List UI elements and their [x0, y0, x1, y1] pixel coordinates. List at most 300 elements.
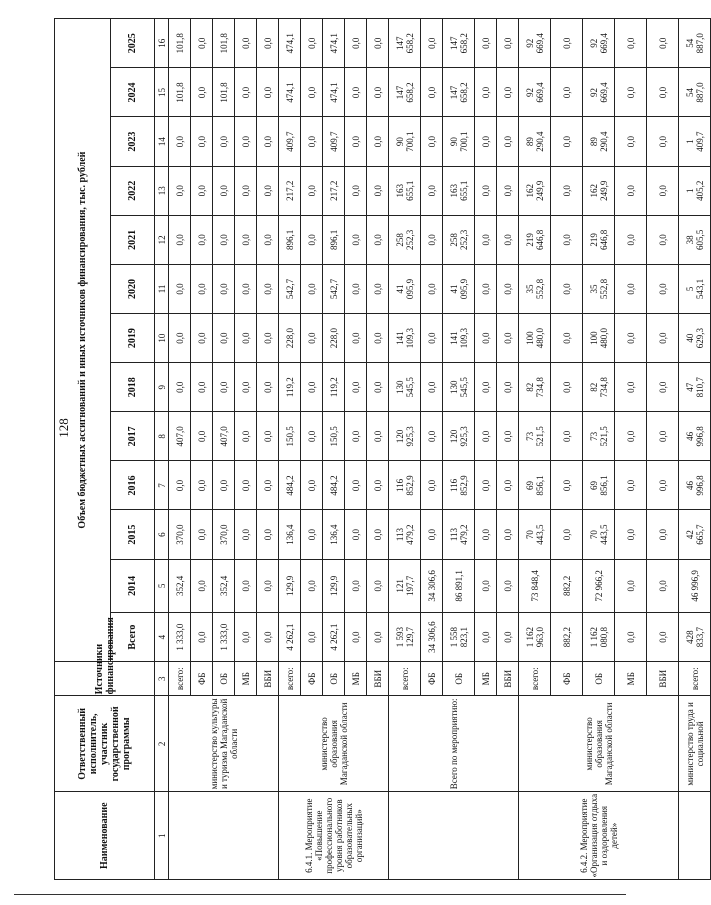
year-value-cell: 0,0 [475, 461, 497, 510]
year-value-cell: 147 658,2 [443, 68, 475, 117]
year-value-cell: 0,0 [191, 166, 213, 215]
year-value-cell: 130 545,5 [389, 363, 421, 412]
header-total: Всего [111, 613, 155, 662]
funding-source: ВБИ [647, 662, 679, 696]
column-index: 11 [155, 264, 169, 313]
year-value-cell: 0,0 [345, 166, 367, 215]
year-value-cell: 0,0 [475, 117, 497, 166]
year-value-cell: 0,0 [301, 68, 323, 117]
funding-source: МБ [345, 662, 367, 696]
year-value-cell: 101,8 [169, 68, 191, 117]
funding-source: ВБИ [497, 662, 519, 696]
year-value-cell: 0,0 [421, 363, 443, 412]
year-value-cell: 73 521,5 [519, 412, 551, 461]
year-value-cell: 0,0 [257, 215, 279, 264]
year-value-cell: 407,0 [169, 412, 191, 461]
year-value-cell: 409,7 [279, 117, 301, 166]
year-value-cell: 217,2 [279, 166, 301, 215]
funding-source: ФБ [421, 662, 443, 696]
year-value-cell: 54 887,0 [679, 68, 711, 117]
funding-source: ВБИ [257, 662, 279, 696]
year-value-cell: 0,0 [301, 461, 323, 510]
column-index: 5 [155, 559, 169, 612]
measure-name [169, 792, 279, 880]
rotated-table-container [54, 18, 705, 880]
year-value-cell: 0,0 [213, 314, 235, 363]
year-value-cell: 120 925,3 [443, 412, 475, 461]
year-value-cell: 0,0 [257, 117, 279, 166]
year-value-cell: 0,0 [235, 166, 257, 215]
year-value-cell: 0,0 [647, 510, 679, 559]
year-value-cell: 0,0 [647, 314, 679, 363]
header-year: 2019 [111, 314, 155, 363]
year-value-cell: 119,2 [323, 363, 345, 412]
measure-name: 6.4.2. Мероприятие «Организация отдыха и оздоровления детей» [519, 792, 679, 880]
year-value-cell: 130 545,5 [443, 363, 475, 412]
column-index: 16 [155, 19, 169, 68]
year-value-cell: 0,0 [551, 215, 583, 264]
year-value-cell: 0,0 [475, 19, 497, 68]
year-value-cell: 0,0 [421, 117, 443, 166]
year-value-cell: 0,0 [301, 264, 323, 313]
page-number: 128 [56, 418, 71, 438]
header-year: 2025 [111, 19, 155, 68]
column-index: 1 [155, 792, 169, 880]
header-volume: Объем бюджетных ассигнований и иных источников финансирования, тыс. рублей [55, 19, 111, 662]
column-index: 8 [155, 412, 169, 461]
year-value-cell: 0,0 [213, 166, 235, 215]
year-value-cell: 0,0 [421, 166, 443, 215]
header-year: 2022 [111, 166, 155, 215]
year-value-cell: 0,0 [191, 559, 213, 612]
column-index: 9 [155, 363, 169, 412]
year-value-cell: 147 658,2 [389, 68, 421, 117]
year-value-cell: 258 252,3 [443, 215, 475, 264]
table-row [679, 19, 711, 880]
year-value-cell: 0,0 [497, 412, 519, 461]
funding-source: ОБ [583, 662, 615, 696]
table-row [389, 19, 421, 880]
year-value-cell: 0,0 [345, 510, 367, 559]
year-value-cell: 0,0 [257, 314, 279, 363]
year-value-cell: 0,0 [421, 215, 443, 264]
year-value-cell: 0,0 [213, 264, 235, 313]
year-value-cell: 1 405,2 [679, 166, 711, 215]
year-value-cell: 0,0 [615, 314, 647, 363]
year-value-cell: 474,1 [323, 68, 345, 117]
year-value-cell: 0,0 [213, 363, 235, 412]
measure-name: 6.4.1. Мероприятие «Повышение профессионального уровня работников образовательных организаций» [279, 792, 389, 880]
year-value-cell: 86 891,1 [443, 559, 475, 612]
year-value-cell: 147 658,2 [389, 19, 421, 68]
year-value-cell: 0,0 [615, 510, 647, 559]
year-value-cell: 0,0 [345, 559, 367, 612]
year-value-cell: 0,0 [475, 559, 497, 612]
year-value-cell: 0,0 [301, 117, 323, 166]
year-value-cell: 119,2 [279, 363, 301, 412]
total-cell: 1 333,0 [213, 613, 235, 662]
year-value-cell: 0,0 [551, 363, 583, 412]
year-value-cell: 73 521,5 [583, 412, 615, 461]
year-value-cell: 0,0 [475, 215, 497, 264]
year-value-cell: 136,4 [323, 510, 345, 559]
year-value-cell: 370,0 [169, 510, 191, 559]
executor-name: министерство культуры и туризма Магаданской области [169, 696, 279, 792]
year-value-cell: 0,0 [367, 559, 389, 612]
column-index: 6 [155, 510, 169, 559]
header-year: 2021 [111, 215, 155, 264]
year-value-cell: 0,0 [345, 461, 367, 510]
year-value-cell: 0,0 [647, 363, 679, 412]
header-year: 2016 [111, 461, 155, 510]
year-value-cell: 0,0 [367, 363, 389, 412]
year-value-cell: 0,0 [615, 19, 647, 68]
year-value-cell: 0,0 [421, 412, 443, 461]
year-value-cell: 0,0 [421, 314, 443, 363]
year-value-cell: 100 480,0 [583, 314, 615, 363]
year-value-cell: 0,0 [235, 264, 257, 313]
year-value-cell: 0,0 [497, 314, 519, 363]
funding-source: всего: [519, 662, 551, 696]
year-value-cell: 70 443,5 [583, 510, 615, 559]
year-value-cell: 101,8 [169, 19, 191, 68]
year-value-cell: 0,0 [367, 461, 389, 510]
year-value-cell: 228,0 [323, 314, 345, 363]
total-cell: 428 833,7 [679, 613, 711, 662]
header-source: Источники финансирования [55, 662, 155, 696]
year-value-cell: 82 734,8 [519, 363, 551, 412]
column-index: 4 [155, 613, 169, 662]
year-value-cell: 0,0 [191, 117, 213, 166]
total-cell: 4 262,1 [279, 613, 301, 662]
year-value-cell: 0,0 [191, 510, 213, 559]
year-value-cell: 0,0 [551, 68, 583, 117]
year-value-cell: 0,0 [235, 68, 257, 117]
column-index: 14 [155, 117, 169, 166]
executor-name: министерство труда и социальной [679, 696, 711, 792]
year-value-cell: 0,0 [551, 264, 583, 313]
total-cell: 0,0 [235, 613, 257, 662]
year-value-cell: 82 734,8 [583, 363, 615, 412]
year-value-cell: 0,0 [475, 166, 497, 215]
year-value-cell: 0,0 [191, 68, 213, 117]
total-cell: 1 593 129,7 [389, 613, 421, 662]
year-value-cell: 0,0 [615, 412, 647, 461]
year-value-cell: 163 655,1 [443, 166, 475, 215]
year-value-cell: 92 669,4 [583, 19, 615, 68]
year-value-cell: 116 852,9 [389, 461, 421, 510]
year-value-cell: 0,0 [301, 559, 323, 612]
header-year: 2017 [111, 412, 155, 461]
year-value-cell: 92 669,4 [519, 68, 551, 117]
year-value-cell: 40 629,3 [679, 314, 711, 363]
year-value-cell: 474,1 [279, 68, 301, 117]
total-cell: 0,0 [257, 613, 279, 662]
year-value-cell: 0,0 [301, 510, 323, 559]
funding-source: всего: [679, 662, 711, 696]
table-row [279, 19, 301, 880]
year-value-cell: 0,0 [345, 68, 367, 117]
year-value-cell: 0,0 [367, 68, 389, 117]
year-value-cell: 0,0 [497, 166, 519, 215]
year-value-cell: 0,0 [191, 314, 213, 363]
year-value-cell: 542,7 [279, 264, 301, 313]
funding-source: всего: [169, 662, 191, 696]
year-value-cell: 0,0 [257, 166, 279, 215]
year-value-cell: 0,0 [551, 19, 583, 68]
measure-name [389, 792, 519, 880]
executor-name: министерство образования Магаданской области [279, 696, 389, 792]
year-value-cell: 0,0 [497, 68, 519, 117]
year-value-cell: 0,0 [345, 363, 367, 412]
year-value-cell: 352,4 [169, 559, 191, 612]
total-cell: 4 262,1 [323, 613, 345, 662]
column-index: 10 [155, 314, 169, 363]
header-year: 2018 [111, 363, 155, 412]
year-value-cell: 89 290,4 [519, 117, 551, 166]
year-value-cell: 484,2 [279, 461, 301, 510]
year-value-cell: 0,0 [191, 215, 213, 264]
year-value-cell: 0,0 [497, 117, 519, 166]
year-value-cell: 0,0 [475, 412, 497, 461]
year-value-cell: 0,0 [169, 117, 191, 166]
year-value-cell: 0,0 [301, 363, 323, 412]
year-value-cell: 0,0 [615, 264, 647, 313]
year-value-cell: 0,0 [497, 559, 519, 612]
year-value-cell: 0,0 [191, 264, 213, 313]
year-value-cell: 92 669,4 [519, 19, 551, 68]
year-value-cell: 258 252,3 [389, 215, 421, 264]
column-index: 2 [155, 696, 169, 792]
column-index: 12 [155, 215, 169, 264]
total-cell: 0,0 [615, 613, 647, 662]
year-value-cell: 0,0 [345, 412, 367, 461]
year-value-cell: 896,1 [279, 215, 301, 264]
year-value-cell: 0,0 [615, 68, 647, 117]
year-value-cell: 0,0 [235, 314, 257, 363]
year-value-cell: 141 109,3 [389, 314, 421, 363]
year-value-cell: 0,0 [257, 68, 279, 117]
year-value-cell: 0,0 [615, 215, 647, 264]
funding-source: ОБ [213, 662, 235, 696]
year-value-cell: 0,0 [345, 314, 367, 363]
year-value-cell: 0,0 [213, 461, 235, 510]
year-value-cell: 116 852,9 [443, 461, 475, 510]
year-value-cell: 73 848,4 [519, 559, 551, 612]
year-value-cell: 0,0 [367, 166, 389, 215]
year-value-cell: 0,0 [213, 117, 235, 166]
year-value-cell: 136,4 [279, 510, 301, 559]
column-index-row [155, 19, 169, 880]
year-value-cell: 35 552,8 [583, 264, 615, 313]
year-value-cell: 129,9 [279, 559, 301, 612]
table-body [169, 19, 711, 880]
year-value-cell: 1 409,7 [679, 117, 711, 166]
year-value-cell: 0,0 [235, 412, 257, 461]
year-value-cell: 70 443,5 [519, 510, 551, 559]
year-value-cell: 0,0 [475, 68, 497, 117]
year-value-cell: 0,0 [191, 363, 213, 412]
year-value-cell: 0,0 [169, 314, 191, 363]
total-cell: 0,0 [367, 613, 389, 662]
year-value-cell: 0,0 [421, 461, 443, 510]
year-value-cell: 0,0 [169, 166, 191, 215]
year-value-cell: 0,0 [647, 461, 679, 510]
year-value-cell: 147 658,2 [443, 19, 475, 68]
year-value-cell: 5 543,1 [679, 264, 711, 313]
column-index: 7 [155, 461, 169, 510]
year-value-cell: 35 552,8 [519, 264, 551, 313]
column-index: 3 [155, 662, 169, 696]
year-value-cell: 100 480,0 [519, 314, 551, 363]
year-value-cell: 0,0 [647, 264, 679, 313]
year-value-cell: 0,0 [345, 264, 367, 313]
total-cell: 0,0 [301, 613, 323, 662]
year-value-cell: 0,0 [647, 117, 679, 166]
total-cell: 1 162 963,0 [519, 613, 551, 662]
year-value-cell: 542,7 [323, 264, 345, 313]
header-year: 2014 [111, 559, 155, 612]
year-value-cell: 0,0 [169, 264, 191, 313]
year-value-cell: 0,0 [367, 215, 389, 264]
header-year: 2020 [111, 264, 155, 313]
year-value-cell: 0,0 [497, 264, 519, 313]
funding-source: МБ [235, 662, 257, 696]
column-index: 15 [155, 68, 169, 117]
year-value-cell: 0,0 [345, 215, 367, 264]
year-value-cell: 46 996,8 [679, 412, 711, 461]
year-value-cell: 129,9 [323, 559, 345, 612]
table-row [519, 19, 551, 880]
year-value-cell: 38 605,5 [679, 215, 711, 264]
total-cell: 0,0 [475, 613, 497, 662]
year-value-cell: 409,7 [323, 117, 345, 166]
year-value-cell: 407,0 [213, 412, 235, 461]
year-value-cell: 0,0 [367, 412, 389, 461]
funding-source: ФБ [551, 662, 583, 696]
year-value-cell: 101,8 [213, 19, 235, 68]
year-value-cell: 0,0 [615, 461, 647, 510]
year-value-cell: 54 887,0 [679, 19, 711, 68]
year-value-cell: 113 479,2 [443, 510, 475, 559]
funding-source: МБ [475, 662, 497, 696]
year-value-cell: 0,0 [301, 412, 323, 461]
year-value-cell: 0,0 [497, 215, 519, 264]
year-value-cell: 0,0 [367, 510, 389, 559]
total-cell: 0,0 [191, 613, 213, 662]
year-value-cell: 120 925,3 [389, 412, 421, 461]
year-value-cell: 34 306,6 [421, 559, 443, 612]
year-value-cell: 101,8 [213, 68, 235, 117]
year-value-cell: 72 966,2 [583, 559, 615, 612]
funding-source: всего: [279, 662, 301, 696]
year-value-cell: 0,0 [475, 510, 497, 559]
year-value-cell: 0,0 [551, 117, 583, 166]
column-index: 13 [155, 166, 169, 215]
year-value-cell: 896,1 [323, 215, 345, 264]
year-value-cell: 0,0 [169, 363, 191, 412]
funding-source: ОБ [323, 662, 345, 696]
year-value-cell: 0,0 [257, 510, 279, 559]
executor-name: Всего по мероприятию: [389, 696, 519, 792]
header-name: Наименование [55, 792, 155, 880]
table-row [169, 19, 191, 880]
year-value-cell: 162 249,9 [583, 166, 615, 215]
year-value-cell: 0,0 [551, 461, 583, 510]
year-value-cell: 0,0 [551, 412, 583, 461]
year-value-cell: 0,0 [235, 215, 257, 264]
year-value-cell: 0,0 [235, 559, 257, 612]
year-value-cell: 0,0 [497, 461, 519, 510]
total-cell: 34 306,6 [421, 613, 443, 662]
year-value-cell: 0,0 [191, 19, 213, 68]
budget-table [54, 18, 711, 880]
year-value-cell: 92 669,4 [583, 68, 615, 117]
funding-source: ФБ [191, 662, 213, 696]
year-value-cell: 0,0 [647, 412, 679, 461]
funding-source: ВБИ [367, 662, 389, 696]
year-value-cell: 484,2 [323, 461, 345, 510]
year-value-cell: 219 646,8 [519, 215, 551, 264]
year-value-cell: 882,2 [551, 559, 583, 612]
bottom-rule [14, 894, 626, 895]
year-value-cell: 0,0 [345, 117, 367, 166]
year-value-cell: 47 810,7 [679, 363, 711, 412]
year-value-cell: 150,5 [279, 412, 301, 461]
total-cell: 0,0 [345, 613, 367, 662]
year-value-cell: 0,0 [421, 264, 443, 313]
funding-source: МБ [615, 662, 647, 696]
year-value-cell: 0,0 [235, 19, 257, 68]
year-value-cell: 90 700,1 [443, 117, 475, 166]
total-cell: 1 558 823,1 [443, 613, 475, 662]
total-cell: 0,0 [497, 613, 519, 662]
year-value-cell: 0,0 [169, 461, 191, 510]
year-value-cell: 89 290,4 [583, 117, 615, 166]
year-value-cell: 0,0 [169, 215, 191, 264]
year-value-cell: 0,0 [647, 559, 679, 612]
year-value-cell: 141 109,3 [443, 314, 475, 363]
year-value-cell: 0,0 [615, 363, 647, 412]
year-value-cell: 0,0 [257, 363, 279, 412]
total-cell: 882,2 [551, 613, 583, 662]
funding-source: ОБ [443, 662, 475, 696]
total-cell: 1 162 080,8 [583, 613, 615, 662]
year-value-cell: 0,0 [551, 314, 583, 363]
year-value-cell: 0,0 [647, 68, 679, 117]
year-value-cell: 69 856,1 [519, 461, 551, 510]
header-executor: Ответственный исполнитель, участник государственной программы [55, 696, 155, 792]
year-value-cell: 0,0 [235, 461, 257, 510]
year-value-cell: 0,0 [301, 19, 323, 68]
year-value-cell: 474,1 [279, 19, 301, 68]
year-value-cell: 0,0 [257, 412, 279, 461]
year-value-cell: 474,1 [323, 19, 345, 68]
year-value-cell: 0,0 [497, 510, 519, 559]
measure-name [679, 792, 711, 880]
year-value-cell: 41 095,9 [443, 264, 475, 313]
year-value-cell: 0,0 [235, 117, 257, 166]
year-value-cell: 228,0 [279, 314, 301, 363]
year-value-cell: 0,0 [497, 363, 519, 412]
year-value-cell: 121 197,7 [389, 559, 421, 612]
total-cell: 0,0 [647, 613, 679, 662]
year-value-cell: 162 249,9 [519, 166, 551, 215]
year-value-cell: 0,0 [191, 412, 213, 461]
year-value-cell: 0,0 [257, 264, 279, 313]
year-value-cell: 0,0 [367, 314, 389, 363]
year-value-cell: 0,0 [257, 559, 279, 612]
